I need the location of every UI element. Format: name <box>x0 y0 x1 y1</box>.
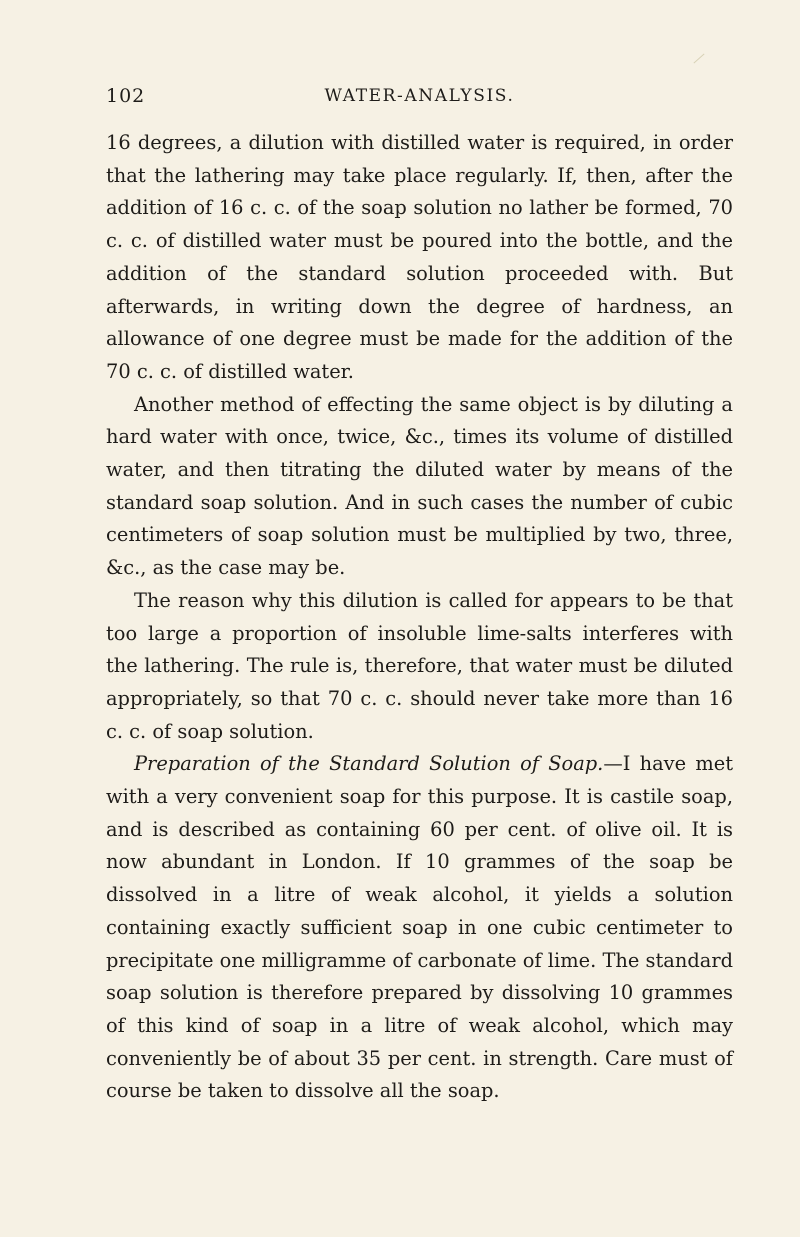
running-title: WATER-ANALYSIS. <box>324 86 515 106</box>
paragraph-1: 16 degrees, a dilution with distilled water is required, in order that the lathering may take place regularly. If, then, after the addition of 16 c. c. of the soap solution no lather be formed, 70 c. c. of distilled water must be poured into the bottle, and the addition of the standard solution proceeded with. But afterwards, in writing down the degree of hardness, an allowance of one degree must be made for the addition of the 70 c. c. of distilled water. <box>106 131 733 383</box>
paragraph-4-text: —I have met with a very convenient soap for this purpose. It is castile soap, and is described as containing 60 per cent. of olive oil. It is now abundant in London. If 10 grammes of the soap be dissolved in a litre of weak alcohol, it yields a solution containing exactly sufficient soap in one cubic centimeter to precipitate one milligramme of carbonate of lime. The standard soap solution is therefore prepared by dissolving 10 grammes of this kind of soap in a litre of weak alcohol, which may conveniently be of about 35 per cent. in strength. Care must of course be taken to dissolve all the soap. <box>106 752 733 1103</box>
paragraph-3: The reason why this dilution is called for appears to be that too large a proportion of insoluble lime-salts interferes with the lathering. The rule is, therefore, that water must be diluted appropriately, so that 70 c. c. should never take more than 16 c. c. of soap solution. <box>106 588 733 743</box>
stray-mark <box>693 53 704 63</box>
paragraph-2: Another method of effecting the same object is by diluting a hard water with once, twice, &c., times its volume of distilled water, and then titrating the diluted water by means of the standard soap solution. And in such cases the number of cubic centimeters of soap solution must be multiplied by two, three, &c., as the case may be. <box>106 392 733 580</box>
body-text <box>106 127 733 1108</box>
section-heading: Preparation of the Standard Solution of Soap. <box>134 752 604 776</box>
running-head <box>106 84 733 108</box>
page-number: 102 <box>106 85 146 107</box>
paragraph-4 <box>106 748 733 1108</box>
